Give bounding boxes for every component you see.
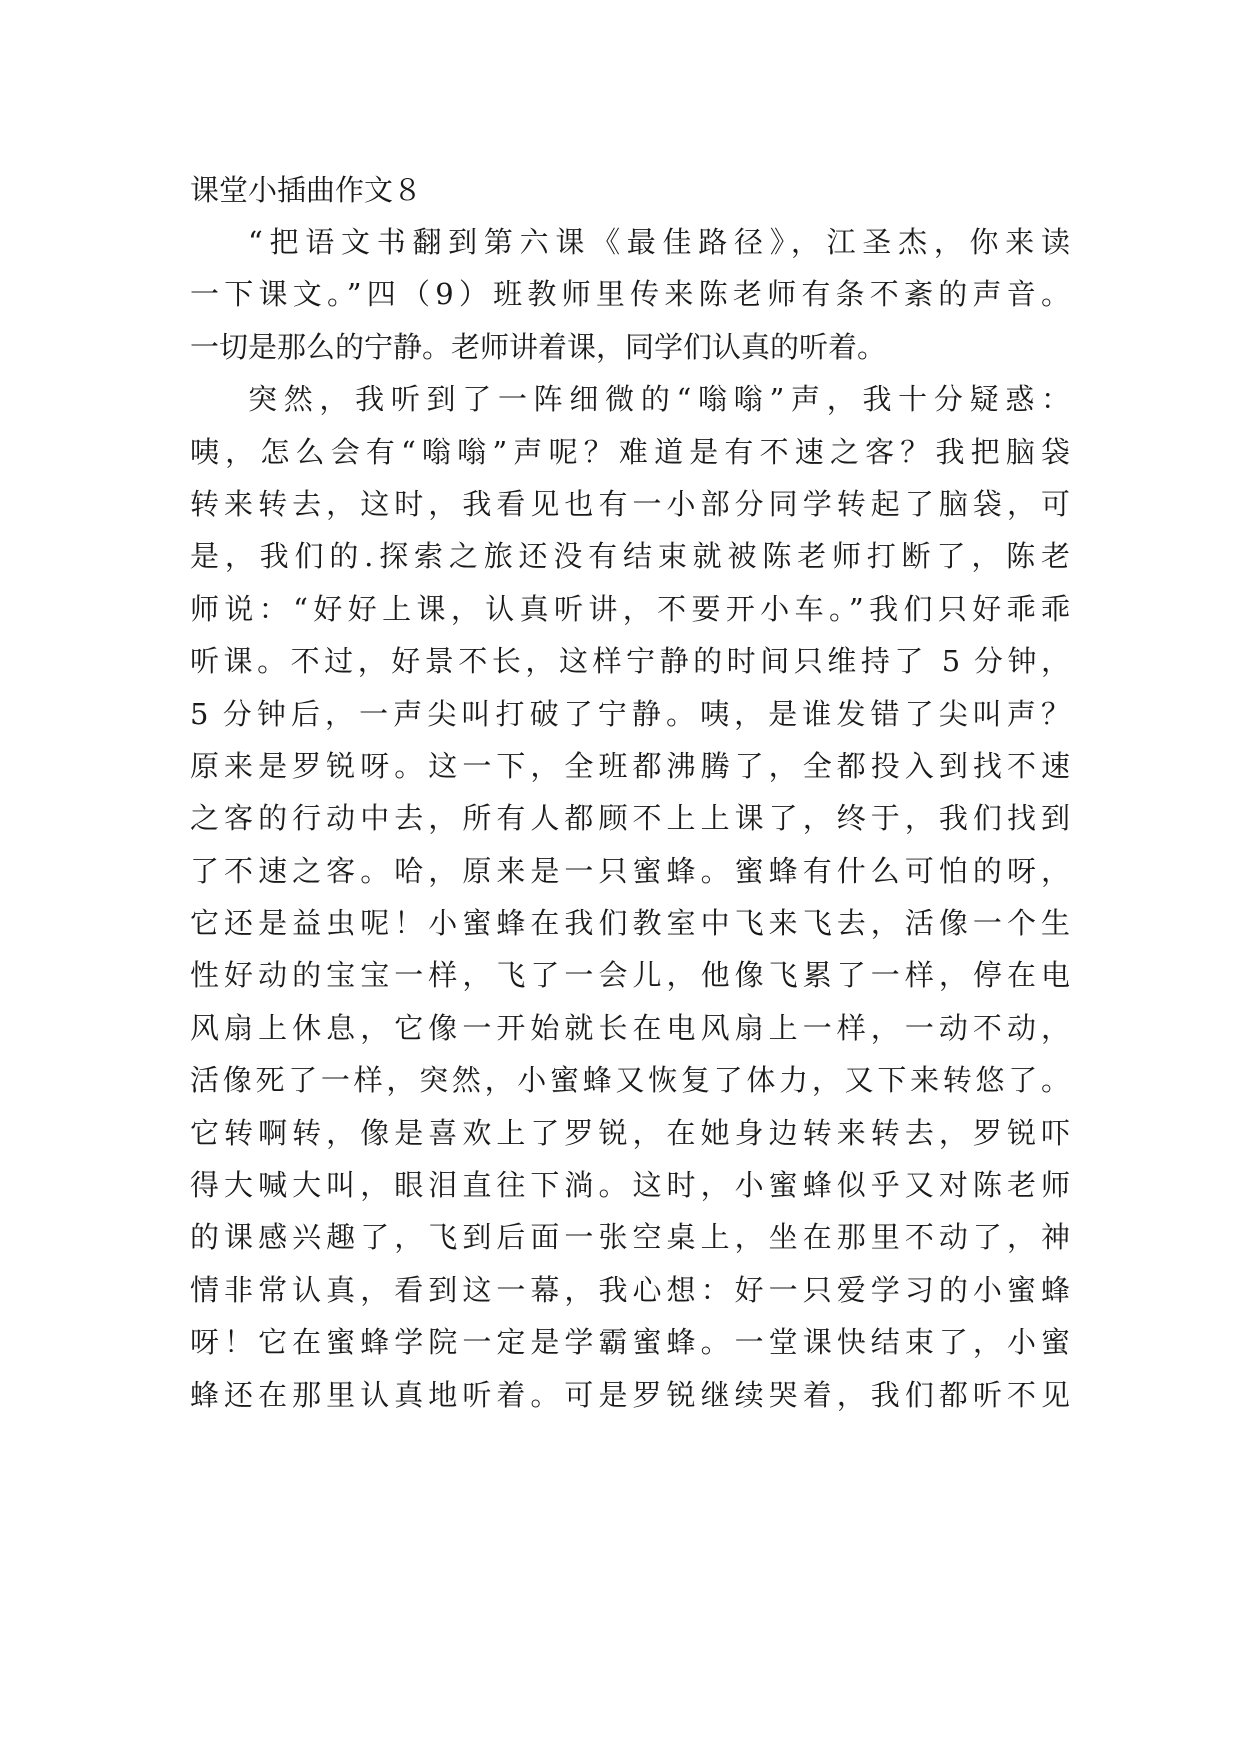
text-line: 风扇上休息，它像一开始就长在电风扇上一样，一动不动， — [190, 1010, 1070, 1045]
text-line: 性好动的宝宝一样，飞了一会儿，他像飞累了一样，停在电 — [190, 958, 1070, 993]
text-line: 得大喊大叫，眼泪直往下淌。这时，小蜜蜂似乎又对陈老师 — [190, 1168, 1070, 1203]
document-title: 课堂小插曲作文８ — [190, 173, 423, 207]
paragraph-2 — [190, 373, 1070, 1421]
text-line: 一下课文。”四（9）班教师里传来陈老师有条不紊的声音。 — [190, 277, 1070, 312]
text-line: 它还是益虫呢！小蜜蜂在我们教室中飞来飞去，活像一个生 — [190, 906, 1070, 941]
paragraph-1 — [190, 216, 1070, 373]
text-line: 突然，我听到了一阵细微的“嗡嗡”声，我十分疑惑： — [248, 382, 1070, 417]
text-line: 师说：“好好上课，认真听讲，不要开小车。”我们只好乖乖 — [190, 591, 1070, 626]
text-line: 5 分钟后，一声尖叫打破了宁静。咦，是谁发错了尖叫声？ — [190, 696, 1070, 731]
text-line: 转来转去，这时，我看见也有一小部分同学转起了脑袋，可 — [190, 486, 1070, 521]
text-line: 一切是那么的宁静。老师讲着课，同学们认真的听着。 — [190, 329, 887, 364]
text-line: 活像死了一样，突然，小蜜蜂又恢复了体力，又下来转悠了。 — [190, 1063, 1070, 1098]
text-line: 蜂还在那里认真地听着。可是罗锐继续哭着，我们都听不见 — [190, 1377, 1070, 1412]
document-body — [190, 164, 1070, 1421]
text-line: 情非常认真，看到这一幕，我心想：好一只爱学习的小蜜蜂 — [190, 1272, 1070, 1307]
text-line: 呀！它在蜜蜂学院一定是学霸蜜蜂。一堂课快结束了，小蜜 — [190, 1325, 1070, 1360]
text-line: 它转啊转，像是喜欢上了罗锐，在她身边转来转去，罗锐吓 — [190, 1115, 1070, 1150]
text-line: 之客的行动中去，所有人都顾不上上课了，终于，我们找到 — [190, 801, 1070, 836]
text-line: 原来是罗锐呀。这一下，全班都沸腾了，全都投入到找不速 — [190, 748, 1070, 783]
text-line: 了不速之客。哈，原来是一只蜜蜂。蜜蜂有什么可怕的呀， — [190, 853, 1070, 888]
text-line: 听课。不过，好景不长，这样宁静的时间只维持了 5 分钟， — [190, 644, 1070, 679]
text-line: 的课感兴趣了，飞到后面一张空桌上，坐在那里不动了，神 — [190, 1220, 1070, 1255]
text-line: “把语文书翻到第六课《最佳路径》，江圣杰，你来读 — [248, 225, 1070, 259]
text-line: 咦，怎么会有“嗡嗡”声呢？难道是有不速之客？我把脑袋 — [190, 434, 1070, 469]
text-line: 是，我们的.探索之旅还没有结束就被陈老师打断了，陈老 — [190, 539, 1070, 574]
